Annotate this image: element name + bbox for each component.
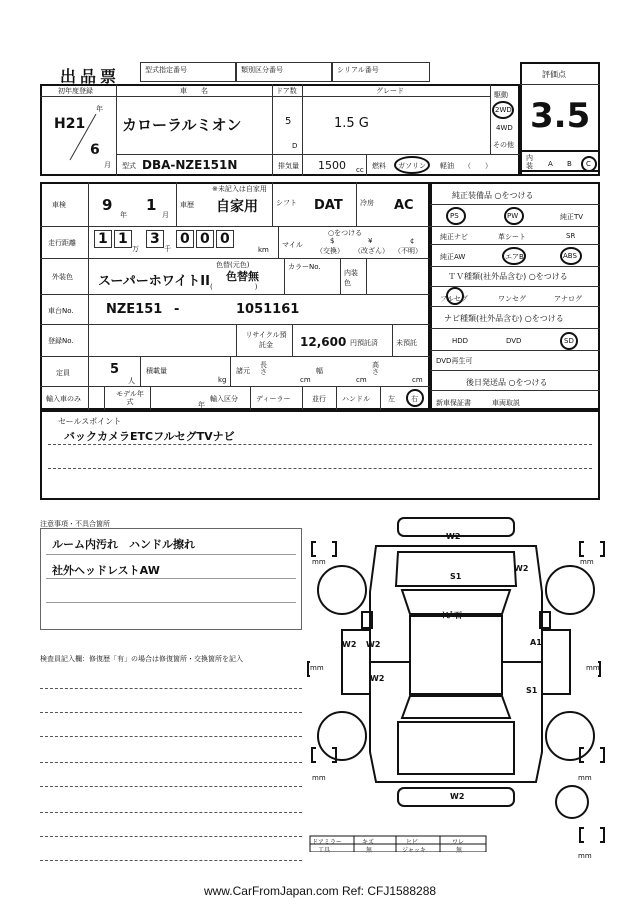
nav-sd: SD xyxy=(564,337,574,345)
first-reg-label: 初年度登録 xyxy=(58,87,93,95)
drive-2wd: 2WD xyxy=(495,106,512,114)
interior-grade-b: B xyxy=(567,160,572,168)
import-parallel: 並行 xyxy=(312,395,326,403)
after-title: 後日発送品 ○をつける xyxy=(466,378,548,387)
color-label: 外装色 xyxy=(52,273,73,281)
light-oil-label: 軽油 xyxy=(440,162,454,170)
doors-label: ドア数 xyxy=(276,87,297,95)
ac-value: AC xyxy=(394,198,414,213)
category-label: 類別区分番号 xyxy=(241,66,283,74)
mm-unit: mm xyxy=(578,852,592,860)
kg-unit: kg xyxy=(218,376,227,384)
footer-watermark: www.CarFromJapan.com Ref: CFJ1588288 xyxy=(203,884,437,898)
sales-text: バックカメラETCフルセグTVナビ xyxy=(64,430,235,443)
recycle-unit: 円預託済 xyxy=(350,339,378,347)
height-cm: cm xyxy=(412,376,423,384)
length-label: 長さ xyxy=(260,361,267,376)
mark-left-mirror: W2 xyxy=(342,640,357,649)
interior-grade-a: A xyxy=(548,160,553,168)
mark-windshield: ﾄﾋﾞ石 xyxy=(442,611,462,620)
km-unit: km xyxy=(258,246,269,254)
oem-navi: 純正ナビ xyxy=(440,233,468,241)
mark-front-right-wheel: W2 xyxy=(514,564,529,573)
serial-label: シリアル番号 xyxy=(337,66,379,74)
legend-scratch: キズ xyxy=(362,839,374,846)
mileage-digit: 3 xyxy=(146,230,164,248)
ac-label: 冷房 xyxy=(360,199,374,207)
oem-abs: ABS xyxy=(563,252,577,260)
rating-value: 3.5 xyxy=(530,96,591,136)
sen-unit: 千 xyxy=(164,245,171,253)
inspector-label: 検査員記入欄：修復歴「有」の場合は修復箇所・交換箇所を記入 xyxy=(40,655,243,663)
reg-no-label: 登録No. xyxy=(48,337,74,345)
grade-value: 1.5 G xyxy=(334,116,369,131)
legend-jack: ジャッキ xyxy=(402,847,426,854)
oem-ps: PS xyxy=(450,212,459,220)
color-value: スーパーホワイトII xyxy=(98,274,210,289)
grade-label: グレード xyxy=(376,87,404,95)
legend-jack-value: 無 xyxy=(456,847,463,854)
recycle-label: リサイクル預託金 xyxy=(245,331,287,349)
first-reg-month: 6 xyxy=(90,142,100,158)
mark-front-bumper: W2 xyxy=(446,532,461,541)
model-label: 型式 xyxy=(122,162,136,170)
mileage-digit: 0 xyxy=(196,230,214,248)
mark-right-rear-door: S1 xyxy=(526,686,538,695)
capacity-label: 定員 xyxy=(56,369,70,377)
unregistered-note: ※未記入は自家用 xyxy=(212,185,267,193)
sales-label: セールスポイント xyxy=(58,417,122,426)
after-manual: 車両取説 xyxy=(492,399,520,407)
meter-unknown: （不明） xyxy=(394,247,422,255)
import-dealer: ディーラー xyxy=(256,395,291,403)
handle-right: 右 xyxy=(411,395,418,403)
shift-label: シフト xyxy=(276,199,297,207)
nav-dvd: DVD xyxy=(506,337,522,345)
oem-pw: PW xyxy=(507,212,519,220)
repaint-value: 色替無 xyxy=(226,270,259,283)
category-box xyxy=(236,62,332,82)
drive-other: その他 xyxy=(493,141,514,149)
oem-title: 純正装備品 ○をつける xyxy=(452,191,534,200)
serial-box xyxy=(332,62,430,82)
meter-mark-modified: ¥ xyxy=(368,237,373,245)
model-year-label: モデル年式 xyxy=(116,390,144,406)
meter-mark-unknown: ¢ xyxy=(410,237,415,245)
mm-unit: mm xyxy=(310,664,324,672)
interior-label: 内装 xyxy=(526,154,533,170)
chassis-dash: - xyxy=(174,302,180,317)
import-type-label: 輸入区分 xyxy=(210,395,238,403)
model-cert-label: 型式指定番号 xyxy=(145,66,187,74)
legend-tools: 工具 xyxy=(318,847,331,854)
inspection-month: 1 xyxy=(146,196,157,214)
inspection-month-unit: 月 xyxy=(162,211,169,219)
shift-value: DAT xyxy=(314,198,343,213)
meter-circle-note: ○をつける xyxy=(328,229,363,237)
mm-unit: mm xyxy=(578,774,592,782)
mark-left-front-door: W2 xyxy=(366,640,381,649)
note-line-2: 社外ヘッドレストAW xyxy=(52,564,160,577)
month-unit: 月 xyxy=(104,161,111,169)
form-title: 出品票 xyxy=(60,67,121,86)
mileage-digit: 1 xyxy=(94,230,112,248)
fuel-label: 燃料 xyxy=(372,162,386,170)
inspection-year: 9 xyxy=(102,196,113,214)
chassis-prefix: NZE151 xyxy=(106,302,163,317)
mile-label: マイル xyxy=(282,241,303,249)
model-year-unit: 年 xyxy=(198,401,205,409)
history-label: 車歴 xyxy=(180,201,194,209)
mm-unit: mm xyxy=(312,774,326,782)
first-reg-year: H21 xyxy=(54,116,86,132)
mark-right-front-door: A1 xyxy=(530,638,542,647)
nav-dvd-play: DVD再生可 xyxy=(436,357,473,365)
mm-unit: mm xyxy=(580,558,594,566)
dims-label: 諸元 xyxy=(236,367,250,375)
note-line-1: ルーム内汚れ ハンドル擦れ xyxy=(52,538,195,551)
car-name: カローラルミオン xyxy=(122,116,242,134)
color-no-label: カラーNo. xyxy=(288,263,321,271)
recycle-value: 12,600 xyxy=(300,335,347,349)
notes-label: 注意事項・不具合箇所 xyxy=(40,520,110,528)
mileage-label: 走行距離 xyxy=(48,239,76,247)
inspection-year-unit: 年 xyxy=(120,211,127,219)
legend-mirror: ドアミラー xyxy=(312,839,342,846)
oem-airbag: エアB xyxy=(505,253,524,261)
mileage-digit: 0 xyxy=(176,230,194,248)
handle-label: ハンドル xyxy=(342,395,370,403)
mark-left-rear-door: W2 xyxy=(370,674,385,683)
length-cm: cm xyxy=(300,376,311,384)
capacity-value: 5 xyxy=(110,362,120,377)
rating-label: 評価点 xyxy=(542,70,566,79)
oem-aw: 純正AW xyxy=(440,253,466,261)
meter-exchange: （交換） xyxy=(316,247,344,255)
fuel-value: ガソリン xyxy=(398,162,426,170)
oem-sr: SR xyxy=(566,232,576,240)
recycle-unpaid: 未預託 xyxy=(396,339,417,347)
year-unit: 年 xyxy=(96,105,103,113)
inspection-label: 車検 xyxy=(52,201,66,209)
meter-mark-exchange: $ xyxy=(330,237,335,245)
door-suffix: D xyxy=(292,142,298,150)
car-damage-diagram xyxy=(306,512,606,852)
meter-modified: （改ざん） xyxy=(354,247,389,255)
chassis-number: 1051161 xyxy=(236,302,300,317)
light-oil-paren: （ ） xyxy=(464,162,492,170)
mm-unit: mm xyxy=(312,558,326,566)
chassis-label: 車台No. xyxy=(48,307,74,315)
nav-title: ナビ種類(社外品含む) ○をつける xyxy=(444,314,564,323)
legend-break: ワレ xyxy=(452,839,465,846)
car-name-label: 車 名 xyxy=(180,87,208,95)
height-label: 高さ xyxy=(372,361,379,376)
displacement-label: 排気量 xyxy=(278,162,299,170)
legend-crack: ヒビ xyxy=(406,839,419,846)
drive-label: 駆動 xyxy=(494,91,508,99)
nav-hdd: HDD xyxy=(452,337,469,345)
cc-unit: cc xyxy=(356,166,364,174)
mark-rear-bumper: W2 xyxy=(450,792,465,801)
oem-tv: 純正TV xyxy=(560,213,584,221)
doors-value: 5 xyxy=(285,116,292,127)
mm-unit: mm xyxy=(586,664,600,672)
person-unit: 人 xyxy=(128,377,135,385)
interior-grade-c: C xyxy=(586,160,591,168)
width-label: 幅 xyxy=(316,367,323,375)
width-cm: cm xyxy=(356,376,367,384)
tv-analog: アナログ xyxy=(554,295,582,303)
interior-color-label: 内装色 xyxy=(344,269,358,287)
mark-hood: S1 xyxy=(450,572,462,581)
tv-fullseg: フルセグ xyxy=(440,295,468,303)
after-warranty: 新車保証書 xyxy=(436,399,471,407)
sales-point-box xyxy=(40,410,600,500)
mileage-digit: 0 xyxy=(216,230,234,248)
import-label: 輸入車のみ xyxy=(46,395,81,403)
drive-4wd: 4WD xyxy=(496,124,513,132)
model-cert-box xyxy=(140,62,236,82)
legend-tools-value: 無 xyxy=(366,847,373,854)
handle-left: 左 xyxy=(388,395,395,403)
tv-title: ＴＶ種類(社外品含む) ○をつける xyxy=(448,272,568,281)
mileage-digit: 1 xyxy=(114,230,132,248)
tv-oneseg: ワンセグ xyxy=(498,295,526,303)
oem-leather: 革シート xyxy=(498,233,526,241)
load-label: 積載量 xyxy=(146,367,167,375)
history-value: 自家用 xyxy=(216,199,258,215)
man-unit: 万 xyxy=(132,245,139,253)
repaint-original: ( ) xyxy=(210,283,258,291)
repaint-label: 色替(元色) xyxy=(216,261,250,269)
model-value: DBA-NZE151N xyxy=(142,158,238,172)
displacement-value: 1500 xyxy=(318,159,346,172)
